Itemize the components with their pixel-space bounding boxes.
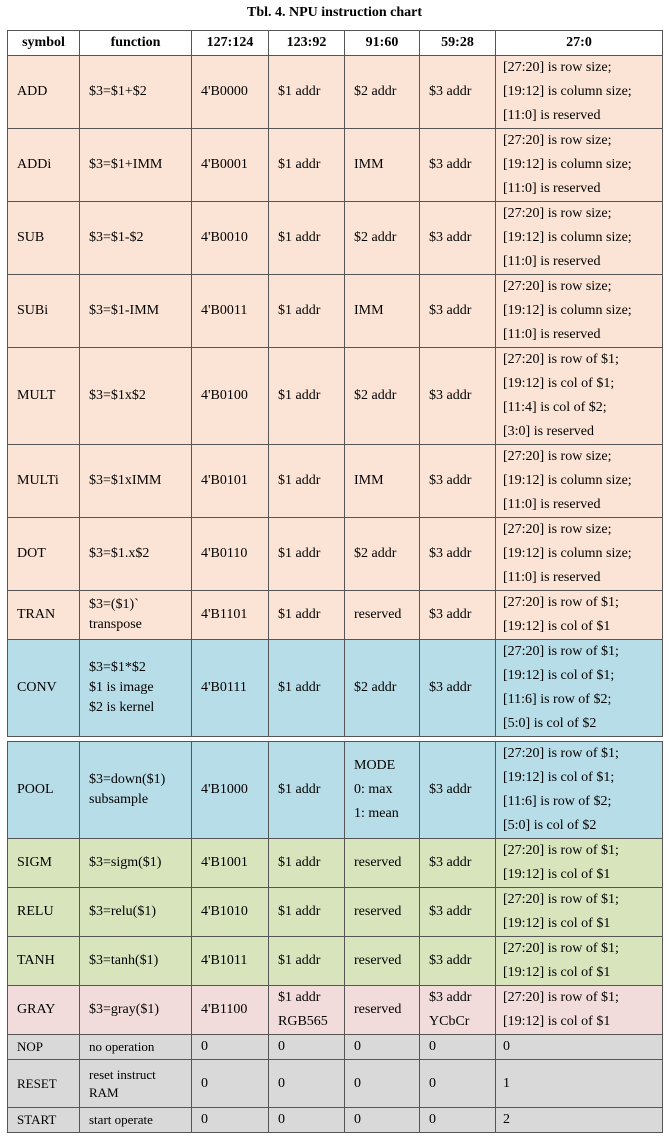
dst-cell: $3 addr: [420, 275, 496, 348]
symbol-cell: GRAY: [8, 986, 80, 1035]
table-row-start: [8, 1108, 663, 1133]
bits-cell: [27:20] is row of $1; [19:12] is col of $1; [11:4] is col of $2; [3:0] is reserved: [496, 348, 663, 445]
table-row-multi: [8, 445, 663, 518]
src2-cell: reserved: [345, 888, 420, 937]
function-cell: $3=gray($1): [80, 986, 192, 1035]
bits-cell: 1: [496, 1060, 663, 1108]
symbol-cell: TANH: [8, 937, 80, 986]
table-row-subi: [8, 275, 663, 348]
opcode-cell: 4'B0110: [192, 518, 269, 591]
src1-cell: 0: [269, 1035, 345, 1060]
src1-cell: $1 addr: [269, 937, 345, 986]
bits-cell: [27:20] is row of $1; [19:12] is col of $1: [496, 888, 663, 937]
opcode-cell: 4'B1000: [192, 742, 269, 839]
src1-cell: $1 addr: [269, 348, 345, 445]
header-27-0: 27:0: [496, 31, 663, 56]
instruction-table-part-1: [7, 30, 663, 737]
src2-cell: $2 addr: [345, 348, 420, 445]
dst-cell: $3 addr: [420, 937, 496, 986]
opcode-cell: 4'B1101: [192, 591, 269, 640]
opcode-cell: 4'B0111: [192, 640, 269, 737]
dst-cell: 0: [420, 1108, 496, 1133]
symbol-cell: SUB: [8, 202, 80, 275]
function-cell: $3=$1+IMM: [80, 129, 192, 202]
dst-cell: $3 addr: [420, 518, 496, 591]
symbol-cell: NOP: [8, 1035, 80, 1060]
symbol-cell: SIGM: [8, 839, 80, 888]
src2-cell: MODE 0: max 1: mean: [345, 742, 420, 839]
function-cell: $3=$1*$2 $1 is image $2 is kernel: [80, 640, 192, 737]
function-cell: reset instruct RAM: [80, 1060, 192, 1108]
src2-cell: reserved: [345, 937, 420, 986]
function-cell: $3=($1)` transpose: [80, 591, 192, 640]
header-127-124: 127:124: [192, 31, 269, 56]
symbol-cell: TRAN: [8, 591, 80, 640]
opcode-cell: 0: [192, 1060, 269, 1108]
bits-cell: [27:20] is row of $1; [19:12] is col of $1: [496, 986, 663, 1035]
instruction-table-part-2: [7, 741, 663, 1133]
table-row-reset: [8, 1060, 663, 1108]
src1-cell: $1 addr: [269, 591, 345, 640]
function-cell: $3=$1-$2: [80, 202, 192, 275]
src1-cell: $1 addr: [269, 129, 345, 202]
opcode-cell: 4'B0101: [192, 445, 269, 518]
bits-cell: [27:20] is row size; [19:12] is column size; [11:0] is reserved: [496, 445, 663, 518]
bits-cell: [27:20] is row size; [19:12] is column size; [11:0] is reserved: [496, 275, 663, 348]
bits-cell: [27:20] is row of $1; [19:12] is col of $1; [11:6] is row of $2; [5:0] is col of $2: [496, 742, 663, 839]
header-symbol: symbol: [8, 31, 80, 56]
bits-cell: [27:20] is row size; [19:12] is column size; [11:0] is reserved: [496, 518, 663, 591]
bits-cell: 0: [496, 1035, 663, 1060]
dst-cell: $3 addr: [420, 839, 496, 888]
function-cell: $3=$1+$2: [80, 56, 192, 129]
symbol-cell: CONV: [8, 640, 80, 737]
opcode-cell: 4'B1100: [192, 986, 269, 1035]
bits-cell: [27:20] is row of $1; [19:12] is col of $1: [496, 591, 663, 640]
dst-cell: $3 addr: [420, 445, 496, 518]
symbol-cell: START: [8, 1108, 80, 1133]
function-cell: $3=relu($1): [80, 888, 192, 937]
src1-cell: $1 addr: [269, 518, 345, 591]
bits-cell: 2: [496, 1108, 663, 1133]
header-123-92: 123:92: [269, 31, 345, 56]
src1-cell: 0: [269, 1060, 345, 1108]
symbol-cell: ADD: [8, 56, 80, 129]
src2-cell: $2 addr: [345, 202, 420, 275]
bits-cell: [27:20] is row size; [19:12] is column size; [11:0] is reserved: [496, 202, 663, 275]
src1-cell: $1 addr: [269, 888, 345, 937]
symbol-cell: RELU: [8, 888, 80, 937]
bits-cell: [27:20] is row of $1; [19:12] is col of $1: [496, 839, 663, 888]
table-row-pool: [8, 742, 663, 839]
function-cell: $3=$1xIMM: [80, 445, 192, 518]
bits-cell: [27:20] is row size; [19:12] is column size; [11:0] is reserved: [496, 129, 663, 202]
src2-cell: $2 addr: [345, 56, 420, 129]
header-59-28: 59:28: [420, 31, 496, 56]
opcode-cell: 4'B0100: [192, 348, 269, 445]
dst-cell: $3 addr: [420, 742, 496, 839]
src2-cell: $2 addr: [345, 640, 420, 737]
src2-cell: 0: [345, 1108, 420, 1133]
function-cell: $3=sigm($1): [80, 839, 192, 888]
src2-cell: IMM: [345, 275, 420, 348]
src2-cell: IMM: [345, 129, 420, 202]
src1-cell: $1 addr RGB565: [269, 986, 345, 1035]
dst-cell: $3 addr: [420, 591, 496, 640]
table-row-conv: [8, 640, 663, 737]
function-cell: $3=$1x$2: [80, 348, 192, 445]
table-row-addi: [8, 129, 663, 202]
table-row-nop: [8, 1035, 663, 1060]
symbol-cell: MULT: [8, 348, 80, 445]
src2-cell: IMM: [345, 445, 420, 518]
bits-cell: [27:20] is row size; [19:12] is column size; [11:0] is reserved: [496, 56, 663, 129]
symbol-cell: DOT: [8, 518, 80, 591]
opcode-cell: 0: [192, 1108, 269, 1133]
header-row: [8, 31, 663, 56]
src2-cell: $2 addr: [345, 518, 420, 591]
function-cell: start operate: [80, 1108, 192, 1133]
symbol-cell: MULTi: [8, 445, 80, 518]
function-cell: $3=down($1) subsample: [80, 742, 192, 839]
src2-cell: reserved: [345, 986, 420, 1035]
opcode-cell: 4'B1001: [192, 839, 269, 888]
src1-cell: 0: [269, 1108, 345, 1133]
table-row-add: [8, 56, 663, 129]
symbol-cell: SUBi: [8, 275, 80, 348]
dst-cell: $3 addr: [420, 640, 496, 737]
table-row-gray: [8, 986, 663, 1035]
table-title: Tbl. 4. NPU instruction chart: [247, 5, 422, 20]
dst-cell: 0: [420, 1035, 496, 1060]
dst-cell: $3 addr: [420, 348, 496, 445]
header-function: function: [80, 31, 192, 56]
dst-cell: $3 addr: [420, 129, 496, 202]
opcode-cell: 4'B0001: [192, 129, 269, 202]
symbol-cell: POOL: [8, 742, 80, 839]
opcode-cell: 0: [192, 1035, 269, 1060]
src1-cell: $1 addr: [269, 56, 345, 129]
function-cell: no operation: [80, 1035, 192, 1060]
opcode-cell: 4'B0010: [192, 202, 269, 275]
src2-cell: 0: [345, 1060, 420, 1108]
table-row-dot: [8, 518, 663, 591]
opcode-cell: 4'B1011: [192, 937, 269, 986]
function-cell: $3=$1-IMM: [80, 275, 192, 348]
src1-cell: $1 addr: [269, 445, 345, 518]
opcode-cell: 4'B1010: [192, 888, 269, 937]
opcode-cell: 4'B0000: [192, 56, 269, 129]
src1-cell: $1 addr: [269, 202, 345, 275]
src1-cell: $1 addr: [269, 640, 345, 737]
table-row-tanh: [8, 937, 663, 986]
bits-cell: [27:20] is row of $1; [19:12] is col of $1; [11:6] is row of $2; [5:0] is col of $2: [496, 640, 663, 737]
symbol-cell: ADDi: [8, 129, 80, 202]
function-cell: $3=tanh($1): [80, 937, 192, 986]
src1-cell: $1 addr: [269, 275, 345, 348]
dst-cell: $3 addr: [420, 888, 496, 937]
table-row-sigm: [8, 839, 663, 888]
dst-cell: 0: [420, 1060, 496, 1108]
function-cell: $3=$1.x$2: [80, 518, 192, 591]
opcode-cell: 4'B0011: [192, 275, 269, 348]
dst-cell: $3 addr: [420, 56, 496, 129]
symbol-cell: RESET: [8, 1060, 80, 1108]
table-row-mult: [8, 348, 663, 445]
table-row-sub: [8, 202, 663, 275]
table-row-relu: [8, 888, 663, 937]
src2-cell: reserved: [345, 591, 420, 640]
table-row-tran: [8, 591, 663, 640]
bits-cell: [27:20] is row of $1; [19:12] is col of $1: [496, 937, 663, 986]
src1-cell: $1 addr: [269, 742, 345, 839]
dst-cell: $3 addr: [420, 202, 496, 275]
src1-cell: $1 addr: [269, 839, 345, 888]
src2-cell: reserved: [345, 839, 420, 888]
header-91-60: 91:60: [345, 31, 420, 56]
dst-cell: $3 addr YCbCr: [420, 986, 496, 1035]
src2-cell: 0: [345, 1035, 420, 1060]
